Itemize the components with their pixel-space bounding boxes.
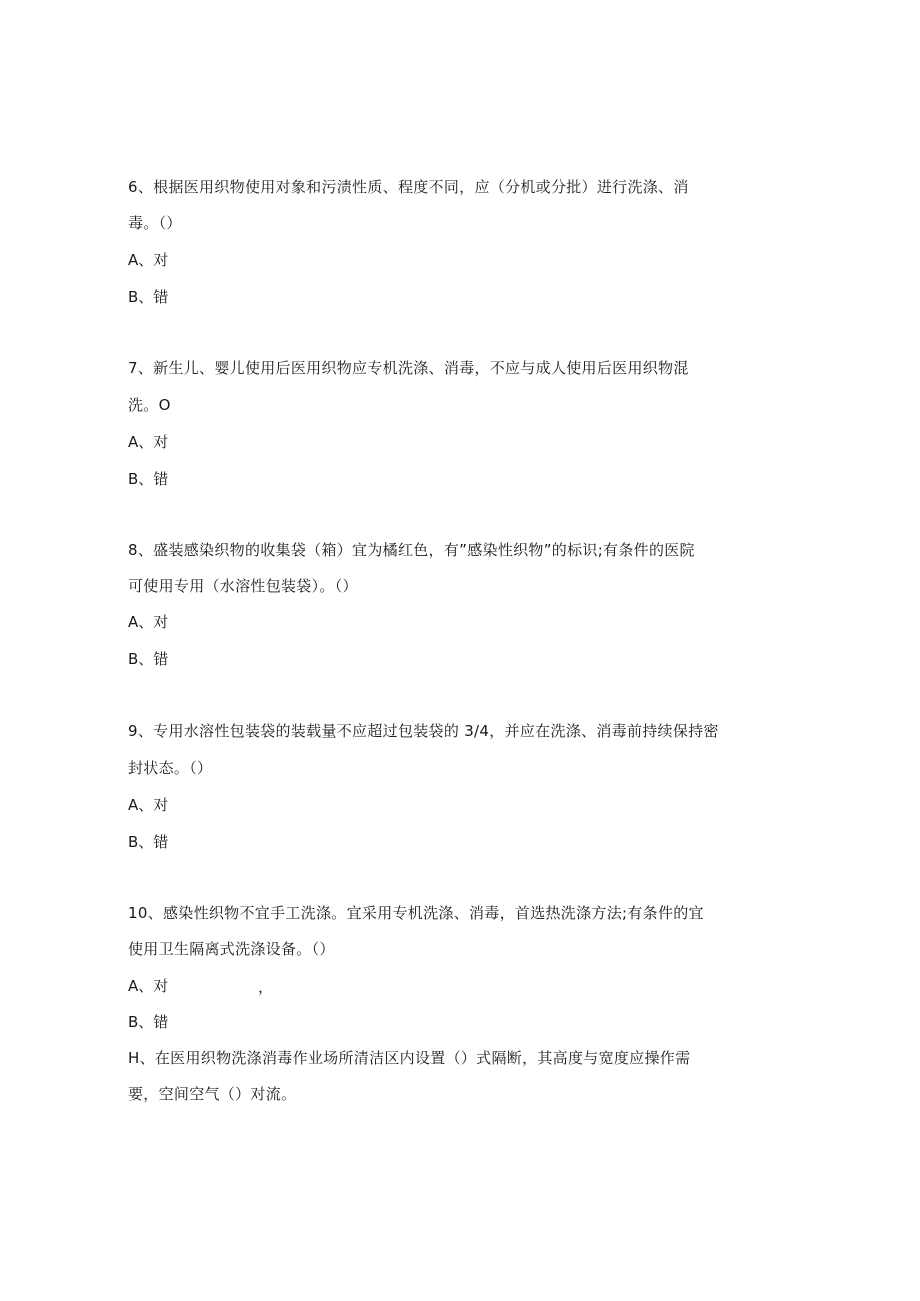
question-h-line-1: H、在医用织物洗涤消毒作业场所清洁区内设置（）式隔断，其高度与宽度应操作需 — [128, 1049, 691, 1067]
question-8-line-2: 可使用专用（水溶性包装袋）。（） — [128, 577, 358, 595]
question-8-option-b: B、错 — [128, 650, 169, 668]
question-7-line-2: 洗。O — [128, 396, 171, 414]
question-6-option-a: A、对 — [128, 251, 169, 269]
question-10-line-2: 使用卫生隔离式洗涤设备。（） — [128, 940, 335, 958]
question-10-option-b: B、错 — [128, 1013, 169, 1031]
question-10-stray-mark: ， — [258, 978, 274, 996]
question-6-option-b: B、错 — [128, 288, 169, 306]
question-6-line-1: 6、根据医用织物使用对象和污渍性质、程度不同，应（分机或分批）进行洗涤、消 — [128, 178, 689, 196]
question-7-option-b: B、错 — [128, 470, 169, 488]
question-7-line-1: 7、新生儿、婴儿使用后医用织物应专机洗涤、消毒，不应与成人使用后医用织物混 — [128, 359, 689, 377]
question-8-line-1: 8、盛装感染织物的收集袋（箱）宜为橘红色，有”感染性织物”的标识;有条件的医院 — [128, 541, 695, 559]
question-10-option-a: A、对 — [128, 977, 169, 995]
question-9-line-1: 9、专用水溶性包装袋的装载量不应超过包装袋的 3/4，并应在洗涤、消毒前持续保持密 — [128, 722, 719, 740]
question-6-line-2: 毒。（） — [128, 214, 182, 232]
question-9-option-a: A、对 — [128, 796, 169, 814]
question-8-option-a: A、对 — [128, 613, 169, 631]
question-h-line-2: 要，空间空气（）对流。 — [128, 1085, 297, 1103]
question-9-option-b: B、错 — [128, 833, 169, 851]
question-9-line-2: 封状态。（） — [128, 759, 213, 777]
question-7-option-a: A、对 — [128, 433, 169, 451]
question-10-line-1: 10、感染性织物不宜手工洗涤。宜采用专机洗涤、消毒，首选热洗涤方法;有条件的宜 — [128, 904, 704, 922]
